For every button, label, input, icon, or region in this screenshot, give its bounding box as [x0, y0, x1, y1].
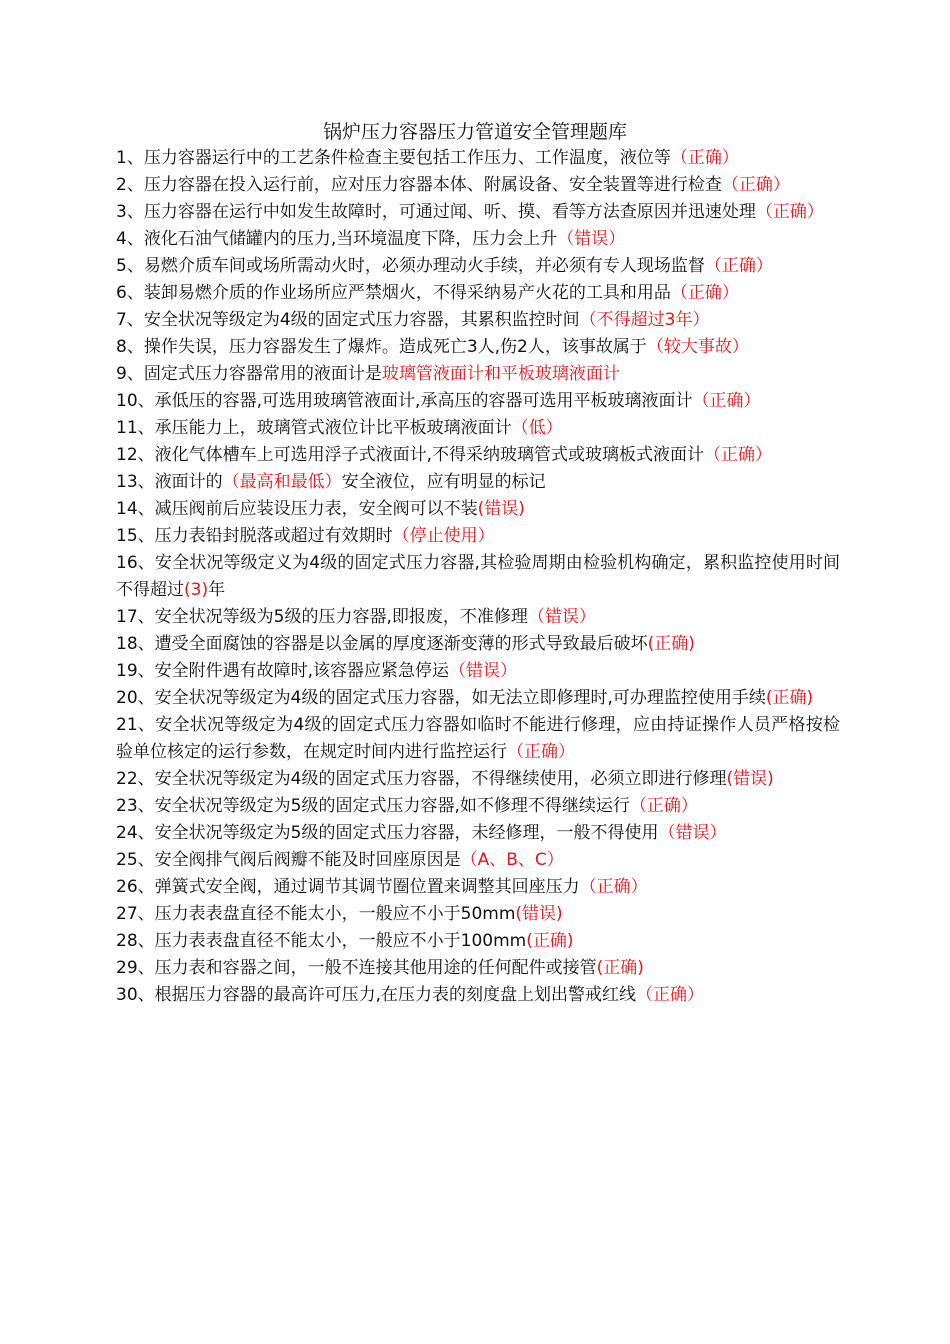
question-answer: （不得超过3年）: [579, 310, 710, 330]
question-item: [116, 253, 840, 280]
question-answer: （正确）: [629, 796, 698, 816]
question-item: [116, 793, 840, 820]
question-answer: （错误）: [449, 661, 518, 681]
question-text: 1、压力容器运行中的工艺条件检查主要包括工作压力、工作温度，液位等: [116, 148, 671, 168]
question-answer: （正确）: [704, 445, 773, 465]
question-answer: （正确）: [721, 175, 790, 195]
question-text: 15、压力表铅封脱落或超过有效期时: [116, 526, 393, 546]
question-item: [116, 685, 840, 712]
question-text: 10、承低压的容器,可选用玻璃管液面计,承高压的容器可选用平板玻璃液面计: [116, 391, 693, 411]
question-answer: (错误): [477, 499, 525, 519]
question-text: 16、安全状况等级定义为4级的固定式压力容器,其检验周期由检验机构确定，累积监控使用时间不得超过: [116, 553, 840, 600]
question-text-after: 年: [208, 580, 226, 600]
question-answer: （错误）: [658, 823, 727, 843]
question-text: 26、弹簧式安全阀，通过调节其调节圈位置来调整其回座压力: [116, 877, 580, 897]
question-list: [116, 145, 840, 1009]
question-text: 28、压力表表盘直径不能太小，一般应不小于100mm: [116, 931, 527, 951]
question-item: [116, 388, 840, 415]
question-text: 25、安全阀排气阀后阀瓣不能及时回座原因是: [116, 850, 461, 870]
question-answer: (错误): [515, 904, 563, 924]
question-item: [116, 172, 840, 199]
question-item: [116, 550, 840, 604]
question-item: [116, 982, 840, 1009]
question-text: 20、安全状况等级定为4级的固定式压力容器，如无法立即修理时,可办理监控使用手续: [116, 688, 766, 708]
question-answer: (3): [184, 580, 209, 600]
question-text: 13、液面计的: [116, 472, 223, 492]
question-answer: (正确): [765, 688, 814, 708]
question-item: [116, 334, 840, 361]
question-text: 24、安全状况等级定为5级的固定式压力容器，未经修理，一般不得使用: [116, 823, 659, 843]
document-title: 锅炉压力容器压力管道安全管理题库: [322, 121, 627, 143]
question-item: [116, 928, 840, 955]
question-text-after: 安全液位，应有明显的标记: [341, 472, 546, 492]
question-item: [116, 496, 840, 523]
question-answer: （停止使用）: [392, 526, 495, 546]
question-item: [116, 712, 840, 766]
question-answer: (正确): [526, 931, 574, 951]
question-answer: (错误): [726, 769, 774, 789]
question-item: [116, 820, 840, 847]
question-item: [116, 199, 840, 226]
question-item: [116, 901, 840, 928]
question-text: 27、压力表表盘直径不能太小，一般应不小于50mm: [116, 904, 516, 924]
question-item: [116, 145, 840, 172]
question-item: [116, 415, 840, 442]
question-answer: （正确）: [755, 202, 824, 222]
question-answer: （正确）: [670, 283, 739, 303]
question-item: [116, 766, 840, 793]
question-text: 22、安全状况等级定为4级的固定式压力容器，不得继续使用，必须立即进行修理: [116, 769, 727, 789]
question-item: [116, 280, 840, 307]
question-answer: （正确）: [670, 148, 739, 168]
question-answer: 玻璃管液面计和平板玻璃液面计: [381, 364, 620, 384]
question-item: [116, 847, 840, 874]
question-answer: （正确）: [579, 877, 648, 897]
question-text: 5、易燃介质车间或场所需动火时，必须办理动火手续，并必须有专人现场监督: [116, 256, 705, 276]
question-item: [116, 226, 840, 253]
question-text: 18、遭受全面腐蚀的容器是以金属的厚度逐渐变薄的形式导致最后破坏: [116, 634, 648, 654]
question-text: 8、操作失误，压力容器发生了爆炸。造成死亡3人,伤2人，该事故属于: [116, 337, 647, 357]
question-text: 17、安全状况等级为5级的压力容器,即报废，不准修理: [116, 607, 528, 627]
question-item: [116, 442, 840, 469]
question-answer: （正确）: [692, 391, 761, 411]
question-item: [116, 361, 840, 388]
question-item: [116, 523, 840, 550]
question-answer: （最高和最低）: [222, 472, 342, 492]
question-text: 14、减压阀前后应装设压力表，安全阀可以不装: [116, 499, 478, 519]
question-text: 21、安全状况等级定为4级的固定式压力容器如临时不能进行修理，应由持证操作人员严格按检验单位核定的运行参数，在规定时间内进行监控运行: [116, 715, 840, 762]
question-text: 19、安全附件遇有故障时,该容器应紧急停运: [116, 661, 450, 681]
question-answer: (正确): [596, 958, 644, 978]
question-answer: （错误）: [527, 607, 596, 627]
question-text: 3、压力容器在运行中如发生故障时，可通过闻、听、摸、看等方法查原因并迅速处理: [116, 202, 756, 222]
question-item: [116, 631, 840, 658]
question-answer: （较大事故）: [646, 337, 749, 357]
question-text: 7、安全状况等级定为4级的固定式压力容器，其累积监控时间: [116, 310, 580, 330]
question-item: [116, 874, 840, 901]
question-text: 11、承压能力上，玻璃管式液位计比平板玻璃液面计: [116, 418, 512, 438]
question-text: 2、压力容器在投入运行前，应对压力容器本体、附属设备、安全装置等进行检查: [116, 175, 722, 195]
question-text: 12、液化气体槽车上可选用浮子式液面计,不得采纳玻璃管式或玻璃板式液面计: [116, 445, 705, 465]
question-item: [116, 469, 840, 496]
question-answer: （正确）: [507, 742, 575, 762]
question-answer: (正确): [647, 634, 695, 654]
question-answer: （低）: [511, 418, 563, 438]
question-text: 23、安全状况等级定为5级的固定式压力容器,如不修理不得继续运行: [116, 796, 630, 816]
question-text: 29、压力表和容器之间，一般不连接其他用途的任何配件或接管: [116, 958, 597, 978]
question-text: 9、固定式压力容器常用的液面计是: [116, 364, 382, 384]
question-text: 6、装卸易燃介质的作业场所应严禁烟火，不得采纳易产火花的工具和用品: [116, 283, 671, 303]
question-answer: （正确）: [704, 256, 773, 276]
question-item: [116, 604, 840, 631]
question-answer: （A、B、C）: [460, 850, 564, 870]
question-answer: （错误）: [557, 229, 626, 249]
question-text: 4、液化石油气储罐内的压力,当环境温度下降，压力会上升: [116, 229, 558, 249]
question-answer: （正确）: [636, 985, 705, 1005]
question-item: [116, 307, 840, 334]
question-item: [116, 955, 840, 982]
question-text: 30、根据压力容器的最高许可压力,在压力表的刻度盘上划出警戒红线: [116, 985, 637, 1005]
question-item: [116, 658, 840, 685]
